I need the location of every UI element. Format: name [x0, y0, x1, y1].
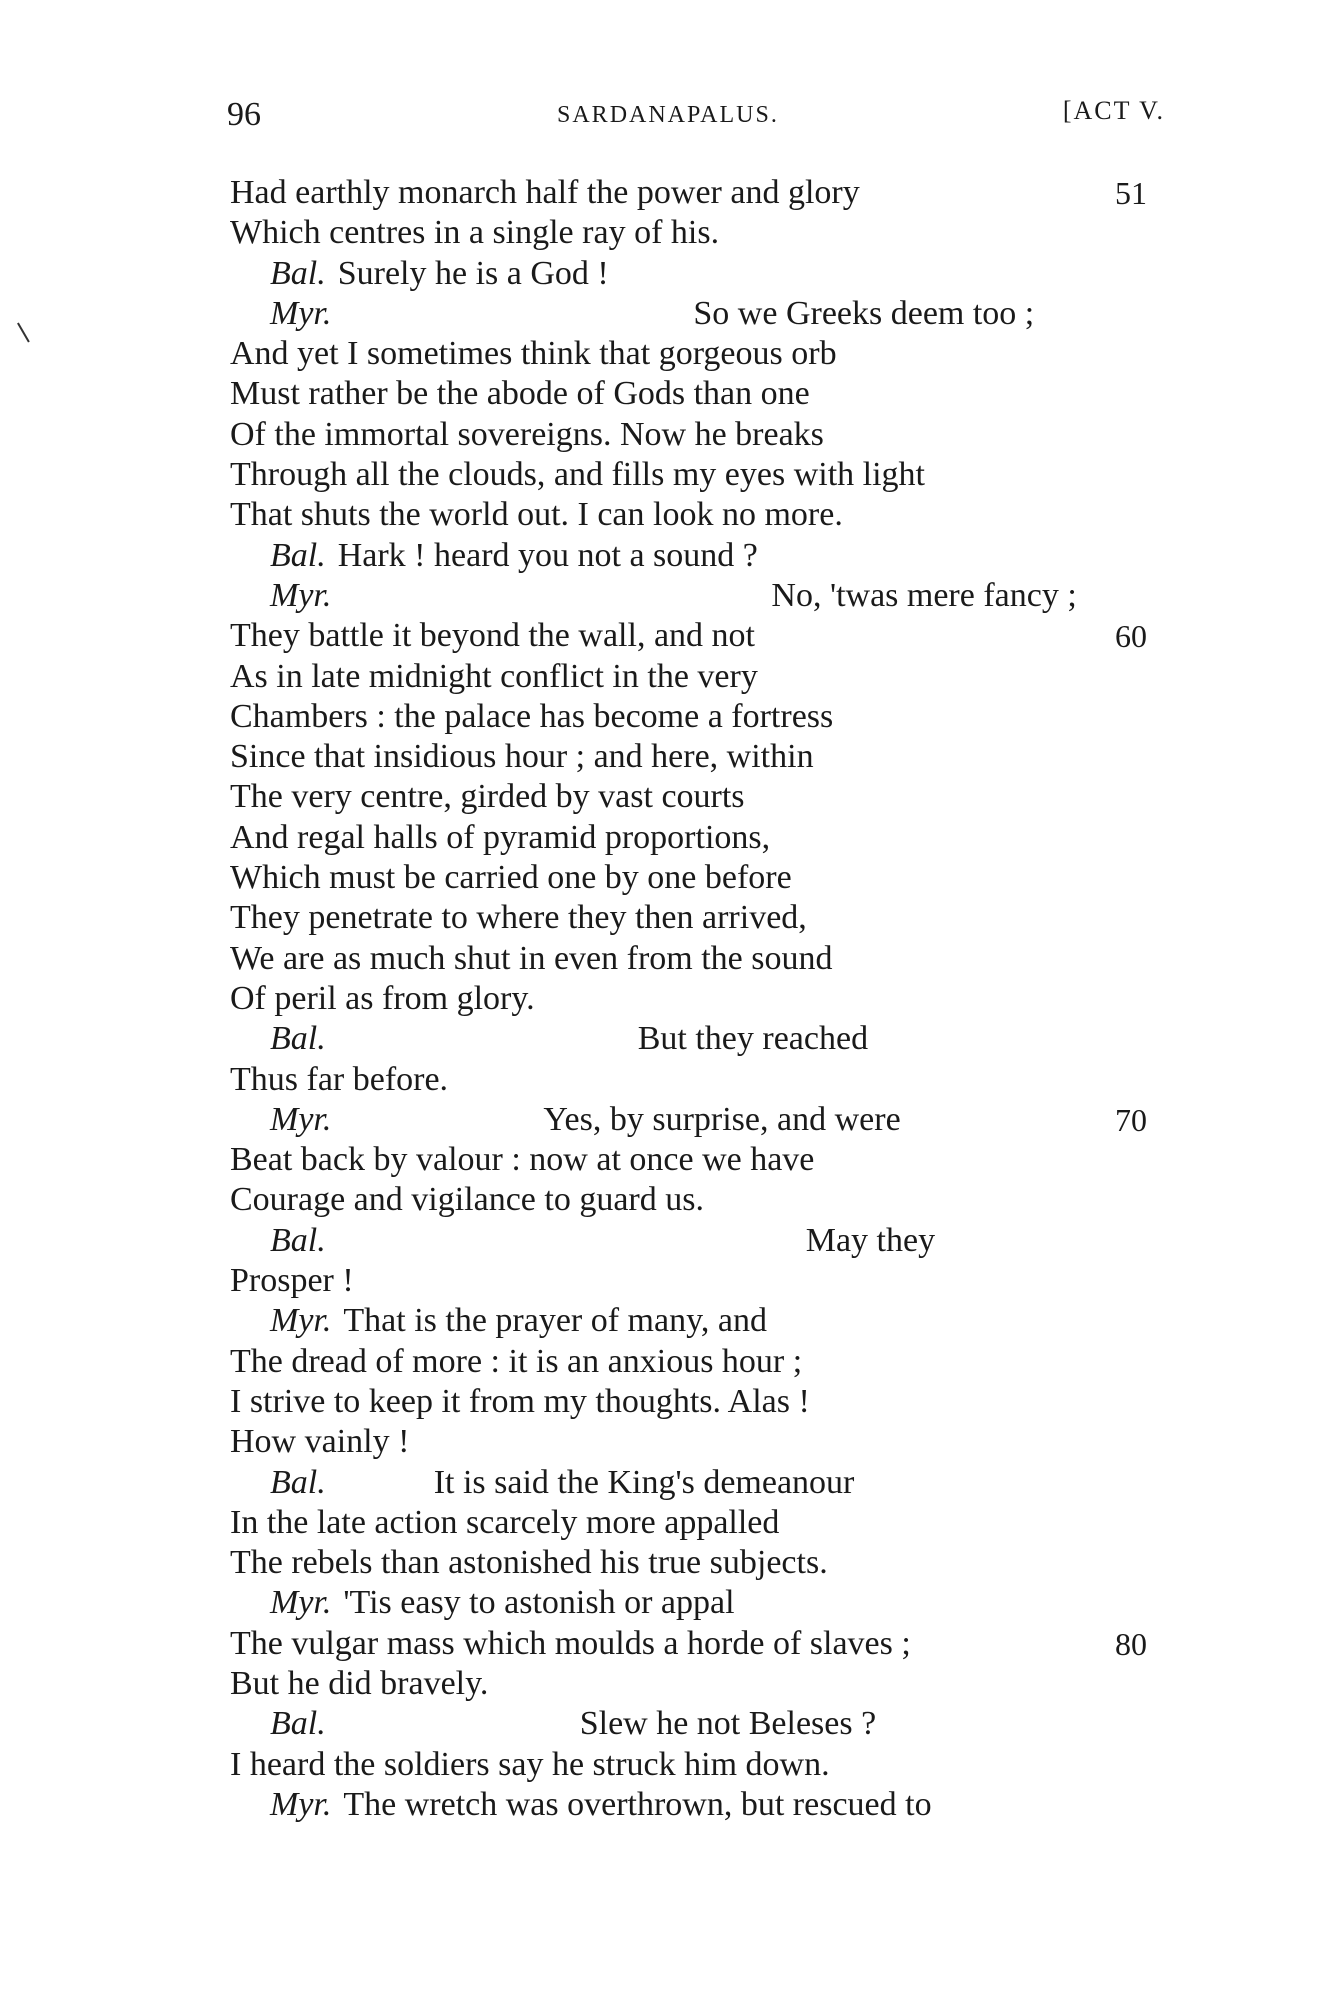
line-text: Slew he not Beleses ? [579, 1705, 877, 1743]
speaker-name: Bal. [270, 1463, 326, 1501]
verse-line [0, 374, 1326, 414]
line-text: That is the prayer of many, and [343, 1302, 767, 1340]
verse-line-text [230, 1543, 828, 1583]
verse-line [0, 616, 1326, 656]
verse-line-text [230, 616, 755, 656]
verse-line [0, 576, 1326, 616]
verse-line [0, 1463, 1326, 1503]
verse-line-text [270, 1704, 876, 1744]
verse-line-text [270, 1221, 935, 1261]
verse-line-text [230, 1503, 779, 1543]
page-header [227, 96, 1165, 146]
speaker-name: Bal. [270, 536, 326, 574]
verse-line-text [230, 979, 535, 1019]
verse-line [0, 657, 1326, 697]
line-text: The wretch was overthrown, but rescued to [343, 1785, 932, 1823]
verse-line-text [270, 1583, 735, 1623]
verse-line-text [230, 1382, 810, 1422]
verse-line-text [270, 1100, 901, 1140]
verse-line-text [230, 173, 860, 213]
verse-line-text [230, 334, 837, 374]
line-text: I heard the soldiers say he struck him down. [230, 1745, 830, 1783]
line-text: The vulgar mass which moulds a horde of slaves ; [230, 1624, 911, 1662]
verse-line [0, 697, 1326, 737]
verse-line [0, 1140, 1326, 1180]
act-marker: [ACT V. [1062, 96, 1165, 125]
verse-line [0, 858, 1326, 898]
line-text: But he did bravely. [230, 1664, 489, 1702]
verse-line-text [230, 657, 758, 697]
line-text: Surely he is a God ! [337, 254, 609, 292]
verse-line-text [270, 1301, 767, 1341]
verse-body [0, 173, 1326, 1825]
verse-line [0, 1019, 1326, 1059]
verse-line-text [230, 1060, 448, 1100]
line-text: Hark ! heard you not a sound ? [337, 536, 758, 574]
line-text: So we Greeks deem too ; [693, 294, 1035, 332]
verse-line [0, 1060, 1326, 1100]
verse-line-text [230, 1180, 704, 1220]
line-text: And yet I sometimes think that gorgeous orb [230, 335, 837, 373]
verse-line-text [270, 254, 609, 294]
verse-line-text [230, 1624, 911, 1664]
line-text: Had earthly monarch half the power and glory [230, 174, 860, 211]
speaker-name: Myr. [270, 1785, 332, 1823]
verse-line-text [230, 1261, 354, 1301]
line-text: And regal halls of pyramid proportions, [230, 818, 771, 856]
verse-line [0, 1301, 1326, 1341]
speaker-name: Myr. [270, 294, 332, 332]
verse-line [0, 1704, 1326, 1744]
verse-line [0, 818, 1326, 858]
speaker-name: Bal. [270, 1221, 326, 1259]
line-number: 51 [1115, 175, 1147, 211]
verse-line-text [230, 495, 843, 535]
verse-line [0, 536, 1326, 576]
line-text: It is said the King's demeanour [433, 1463, 855, 1501]
verse-line [0, 1342, 1326, 1382]
verse-line [0, 334, 1326, 374]
line-number: 80 [1115, 1625, 1147, 1662]
verse-line [0, 1664, 1326, 1704]
verse-line [0, 1503, 1326, 1543]
verse-line [0, 254, 1326, 294]
page-number: 96 [227, 96, 261, 133]
verse-line-text [230, 737, 814, 777]
verse-line-text [230, 415, 824, 455]
line-text: As in late midnight conflict in the very [230, 657, 758, 695]
verse-line [0, 1543, 1326, 1583]
line-text: Thus far before. [230, 1060, 449, 1098]
verse-line [0, 1624, 1326, 1664]
line-text: I strive to keep it from my thoughts. Alas ! [230, 1382, 810, 1420]
verse-line [0, 777, 1326, 817]
speaker-name: Bal. [270, 254, 326, 292]
verse-line-text [230, 455, 925, 495]
line-text: The dread of more : it is an anxious hour ; [230, 1342, 803, 1380]
line-text: Which centres in a single ray of his. [230, 214, 720, 252]
speaker-name: Myr. [270, 1302, 332, 1340]
verse-line [0, 1422, 1326, 1462]
verse-line-text [230, 1342, 802, 1382]
line-text: Since that insidious hour ; and here, within [230, 738, 814, 776]
verse-line-text [230, 1664, 488, 1704]
verse-line-text [230, 1140, 814, 1180]
line-text: They penetrate to where they then arrived, [230, 899, 807, 937]
verse-line-text [270, 1785, 932, 1825]
line-text: Which must be carried one by one before [230, 859, 792, 897]
verse-line-text [230, 939, 833, 979]
speaker-name: Myr. [270, 576, 332, 614]
verse-line-text [230, 777, 745, 817]
line-text: We are as much shut in even from the sound [230, 939, 833, 977]
verse-line-text [270, 1019, 868, 1059]
verse-line [0, 939, 1326, 979]
verse-line [0, 898, 1326, 938]
verse-line [0, 213, 1326, 253]
line-text: How vainly ! [230, 1423, 410, 1461]
verse-line-text [230, 1745, 830, 1785]
speaker-name: Myr. [270, 1584, 332, 1622]
verse-line-text [270, 576, 1077, 616]
line-number: 60 [1115, 618, 1147, 655]
verse-line [0, 1382, 1326, 1422]
verse-line-text [230, 213, 719, 253]
verse-line [0, 1261, 1326, 1301]
verse-line-text [270, 294, 1034, 334]
line-text: They battle it beyond the wall, and not [230, 617, 755, 655]
line-text: In the late action scarcely more appalled [230, 1503, 780, 1541]
line-text: Beat back by valour : now at once we have [230, 1141, 815, 1179]
verse-line-text [230, 697, 833, 737]
verse-line-text [230, 818, 770, 858]
line-text: But they reached [637, 1020, 869, 1058]
verse-line [0, 1100, 1326, 1140]
verse-line [0, 1785, 1326, 1825]
verse-line-text [270, 1463, 854, 1503]
line-text: Yes, by surprise, and were [543, 1100, 901, 1138]
line-text: Must rather be the abode of Gods than one [230, 375, 810, 413]
verse-line [0, 1221, 1326, 1261]
speaker-name: Myr. [270, 1100, 332, 1138]
line-text: May they [805, 1221, 936, 1259]
line-text: Courage and vigilance to guard us. [230, 1181, 704, 1219]
verse-line [0, 415, 1326, 455]
verse-line [0, 495, 1326, 535]
line-text: Prosper ! [230, 1262, 354, 1300]
verse-line [0, 979, 1326, 1019]
line-text: Of peril as from glory. [230, 979, 535, 1017]
line-number: 70 [1115, 1101, 1147, 1138]
verse-line [0, 294, 1326, 334]
running-title: SARDANAPALUS. [557, 102, 779, 128]
verse-line-text [230, 858, 792, 898]
verse-line-text [230, 1422, 409, 1462]
line-text: Of the immortal sovereigns. Now he breaks [230, 415, 824, 453]
verse-line-text [230, 374, 810, 414]
speaker-name: Bal. [270, 1020, 326, 1058]
verse-line [0, 1745, 1326, 1785]
verse-line [0, 737, 1326, 777]
verse-line [0, 455, 1326, 495]
line-text: No, 'twas mere fancy ; [771, 576, 1077, 614]
verse-line-text [270, 536, 758, 576]
speaker-name: Bal. [270, 1705, 326, 1743]
verse-line [0, 1180, 1326, 1220]
line-text: The rebels than astonished his true subjects. [230, 1544, 828, 1582]
verse-line [0, 1583, 1326, 1623]
line-text: The very centre, girded by vast courts [230, 778, 745, 816]
verse-line [0, 173, 1326, 213]
line-text: That shuts the world out. I can look no more. [230, 496, 843, 534]
verse-line-text [230, 898, 807, 938]
line-text: Through all the clouds, and fills my eyes with light [230, 456, 926, 494]
line-text: 'Tis easy to astonish or appal [343, 1584, 735, 1622]
line-text: Chambers : the palace has become a fortress [230, 697, 834, 735]
